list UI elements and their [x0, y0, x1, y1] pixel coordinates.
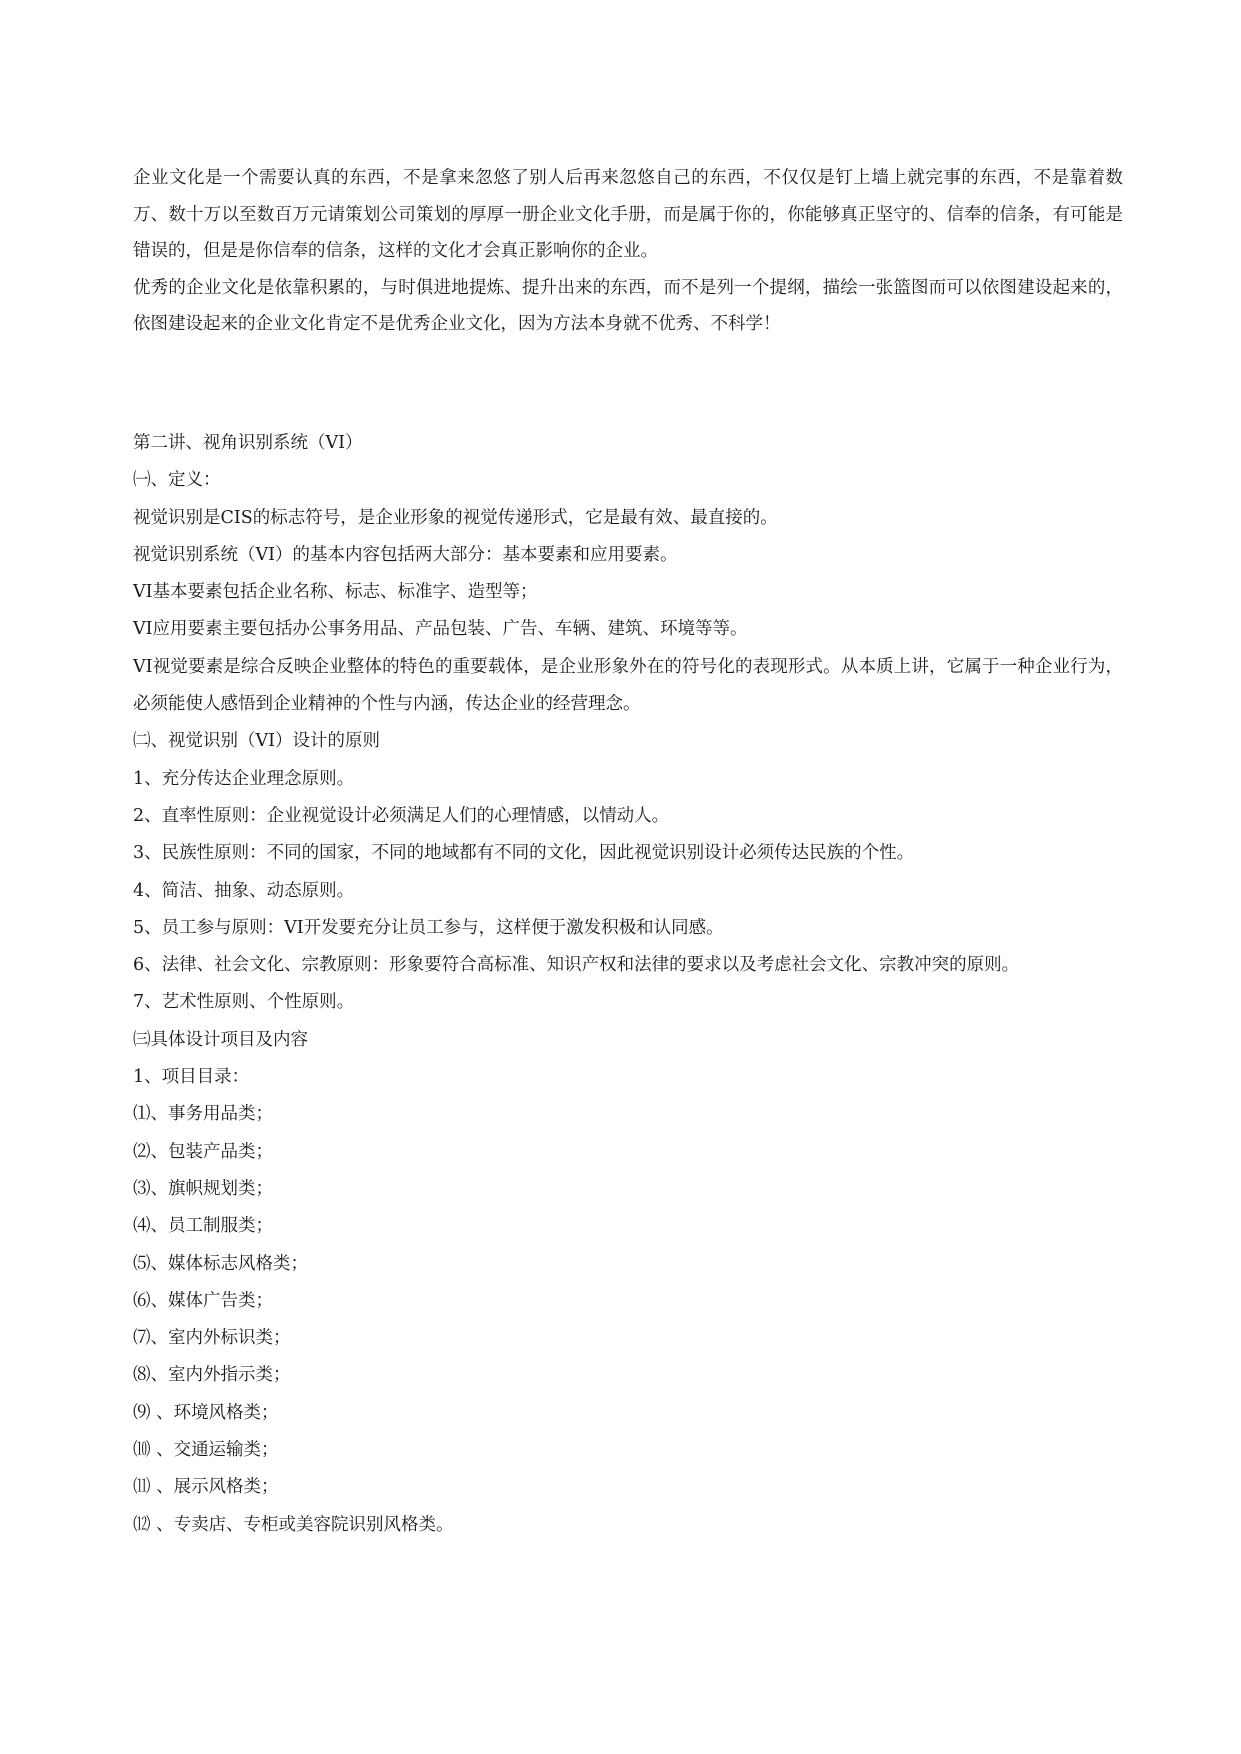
definition-line: 视觉识别是CIS的标志符号，是企业形象的视觉传递形式，它是最有效、最直接的。: [133, 507, 778, 528]
intro-paragraph: 企业文化是一个需要认真的东西，不是拿来忽悠了别人后再来忽悠自己的东西，不仅仅是钉上墙上就完事的东西，不是靠着数万、数十万以至数百万元请策划公司策划的厚厚一册企业文化手册，而是属于你的，你能够真正坚守的、信奉的信条，有可能是错误的，但是是你信奉的信条，这样的文化才会真正影响你的企业。: [133, 168, 1123, 261]
catalog-item: ⑷、员工制服类；: [133, 1216, 273, 1237]
principle-item: 1、充分传达企业理念原则。: [133, 768, 355, 789]
intro-block: [133, 160, 1123, 343]
catalog-item: ⑹、媒体广告类；: [133, 1290, 273, 1311]
catalog-item: ⑴、事务用品类；: [133, 1104, 273, 1125]
definition-heading: ㈠、定义：: [133, 470, 221, 491]
principle-item: 5、员工参与原则：VI开发要充分让员工参与，这样便于激发积极和认同感。: [133, 917, 724, 938]
principle-item: 4、简洁、抽象、动态原则。: [133, 880, 355, 901]
intro-paragraph: 优秀的企业文化是依靠积累的，与时俱进地提炼、提升出来的东西，而不是列一个提纲，描绘一张篮图而可以依图建设起来的，依图建设起来的企业文化肯定不是优秀企业文化，因为方法本身就不优秀、不科学！: [133, 277, 1123, 334]
section-title: 第二讲、视角识别系统（VI）: [133, 433, 363, 453]
principle-item: 6、法律、社会文化、宗教原则：形象要符合高标准、知识产权和法律的要求以及考虑社会文化、宗教冲突的原则。: [133, 955, 1020, 976]
catalog-item: ⑼ 、环境风格类；: [133, 1402, 279, 1423]
catalog-item: ⑶、旗帜规划类；: [133, 1178, 273, 1199]
principles-heading: ㈡、视觉识别（VI）设计的原则: [133, 731, 381, 752]
catalog-item: ⑸、媒体标志风格类；: [133, 1253, 308, 1274]
definition-line: 视觉识别系统（VI）的基本内容包括两大部分：基本要素和应用要素。: [133, 544, 678, 565]
catalog-item: ⑻、室内外指示类；: [133, 1365, 291, 1386]
catalog-item: ⑿ 、专卖店、专柜或美容院识别风格类。: [133, 1514, 454, 1535]
definition-line: VI视觉要素是综合反映企业整体的特色的重要载体，是企业形象外在的符号化的表现形式。从本质上讲，它属于一种企业行为，必须能使人感悟到企业精神的个性与内涵，传达企业的经营理念。: [133, 656, 1123, 715]
principle-item: 7、艺术性原则、个性原则。: [133, 992, 355, 1013]
definition-line: VI基本要素包括企业名称、标志、标准字、造型等；: [133, 582, 538, 603]
principle-item: 3、民族性原则：不同的国家，不同的地域都有不同的文化，因此视觉识别设计必须传达民族的个性。: [133, 843, 915, 864]
catalog-heading: 1、项目目录：: [133, 1067, 250, 1088]
principle-item: 2、直率性原则：企业视觉设计必须满足人们的心理情感，以情动人。: [133, 805, 670, 826]
catalog-item: ⑽ 、交通运输类；: [133, 1440, 279, 1461]
catalog-item: ⑵、包装产品类；: [133, 1141, 273, 1162]
catalog-item: ⑺、室内外标识类；: [133, 1328, 291, 1349]
definition-line: VI应用要素主要包括办公事务用品、产品包装、广告、车辆、建筑、环境等等。: [133, 619, 748, 640]
design-heading: ㈢具体设计项目及内容: [133, 1029, 308, 1050]
catalog-item: ⑾ 、展示风格类；: [133, 1477, 279, 1498]
vi-section: [133, 425, 1123, 1544]
